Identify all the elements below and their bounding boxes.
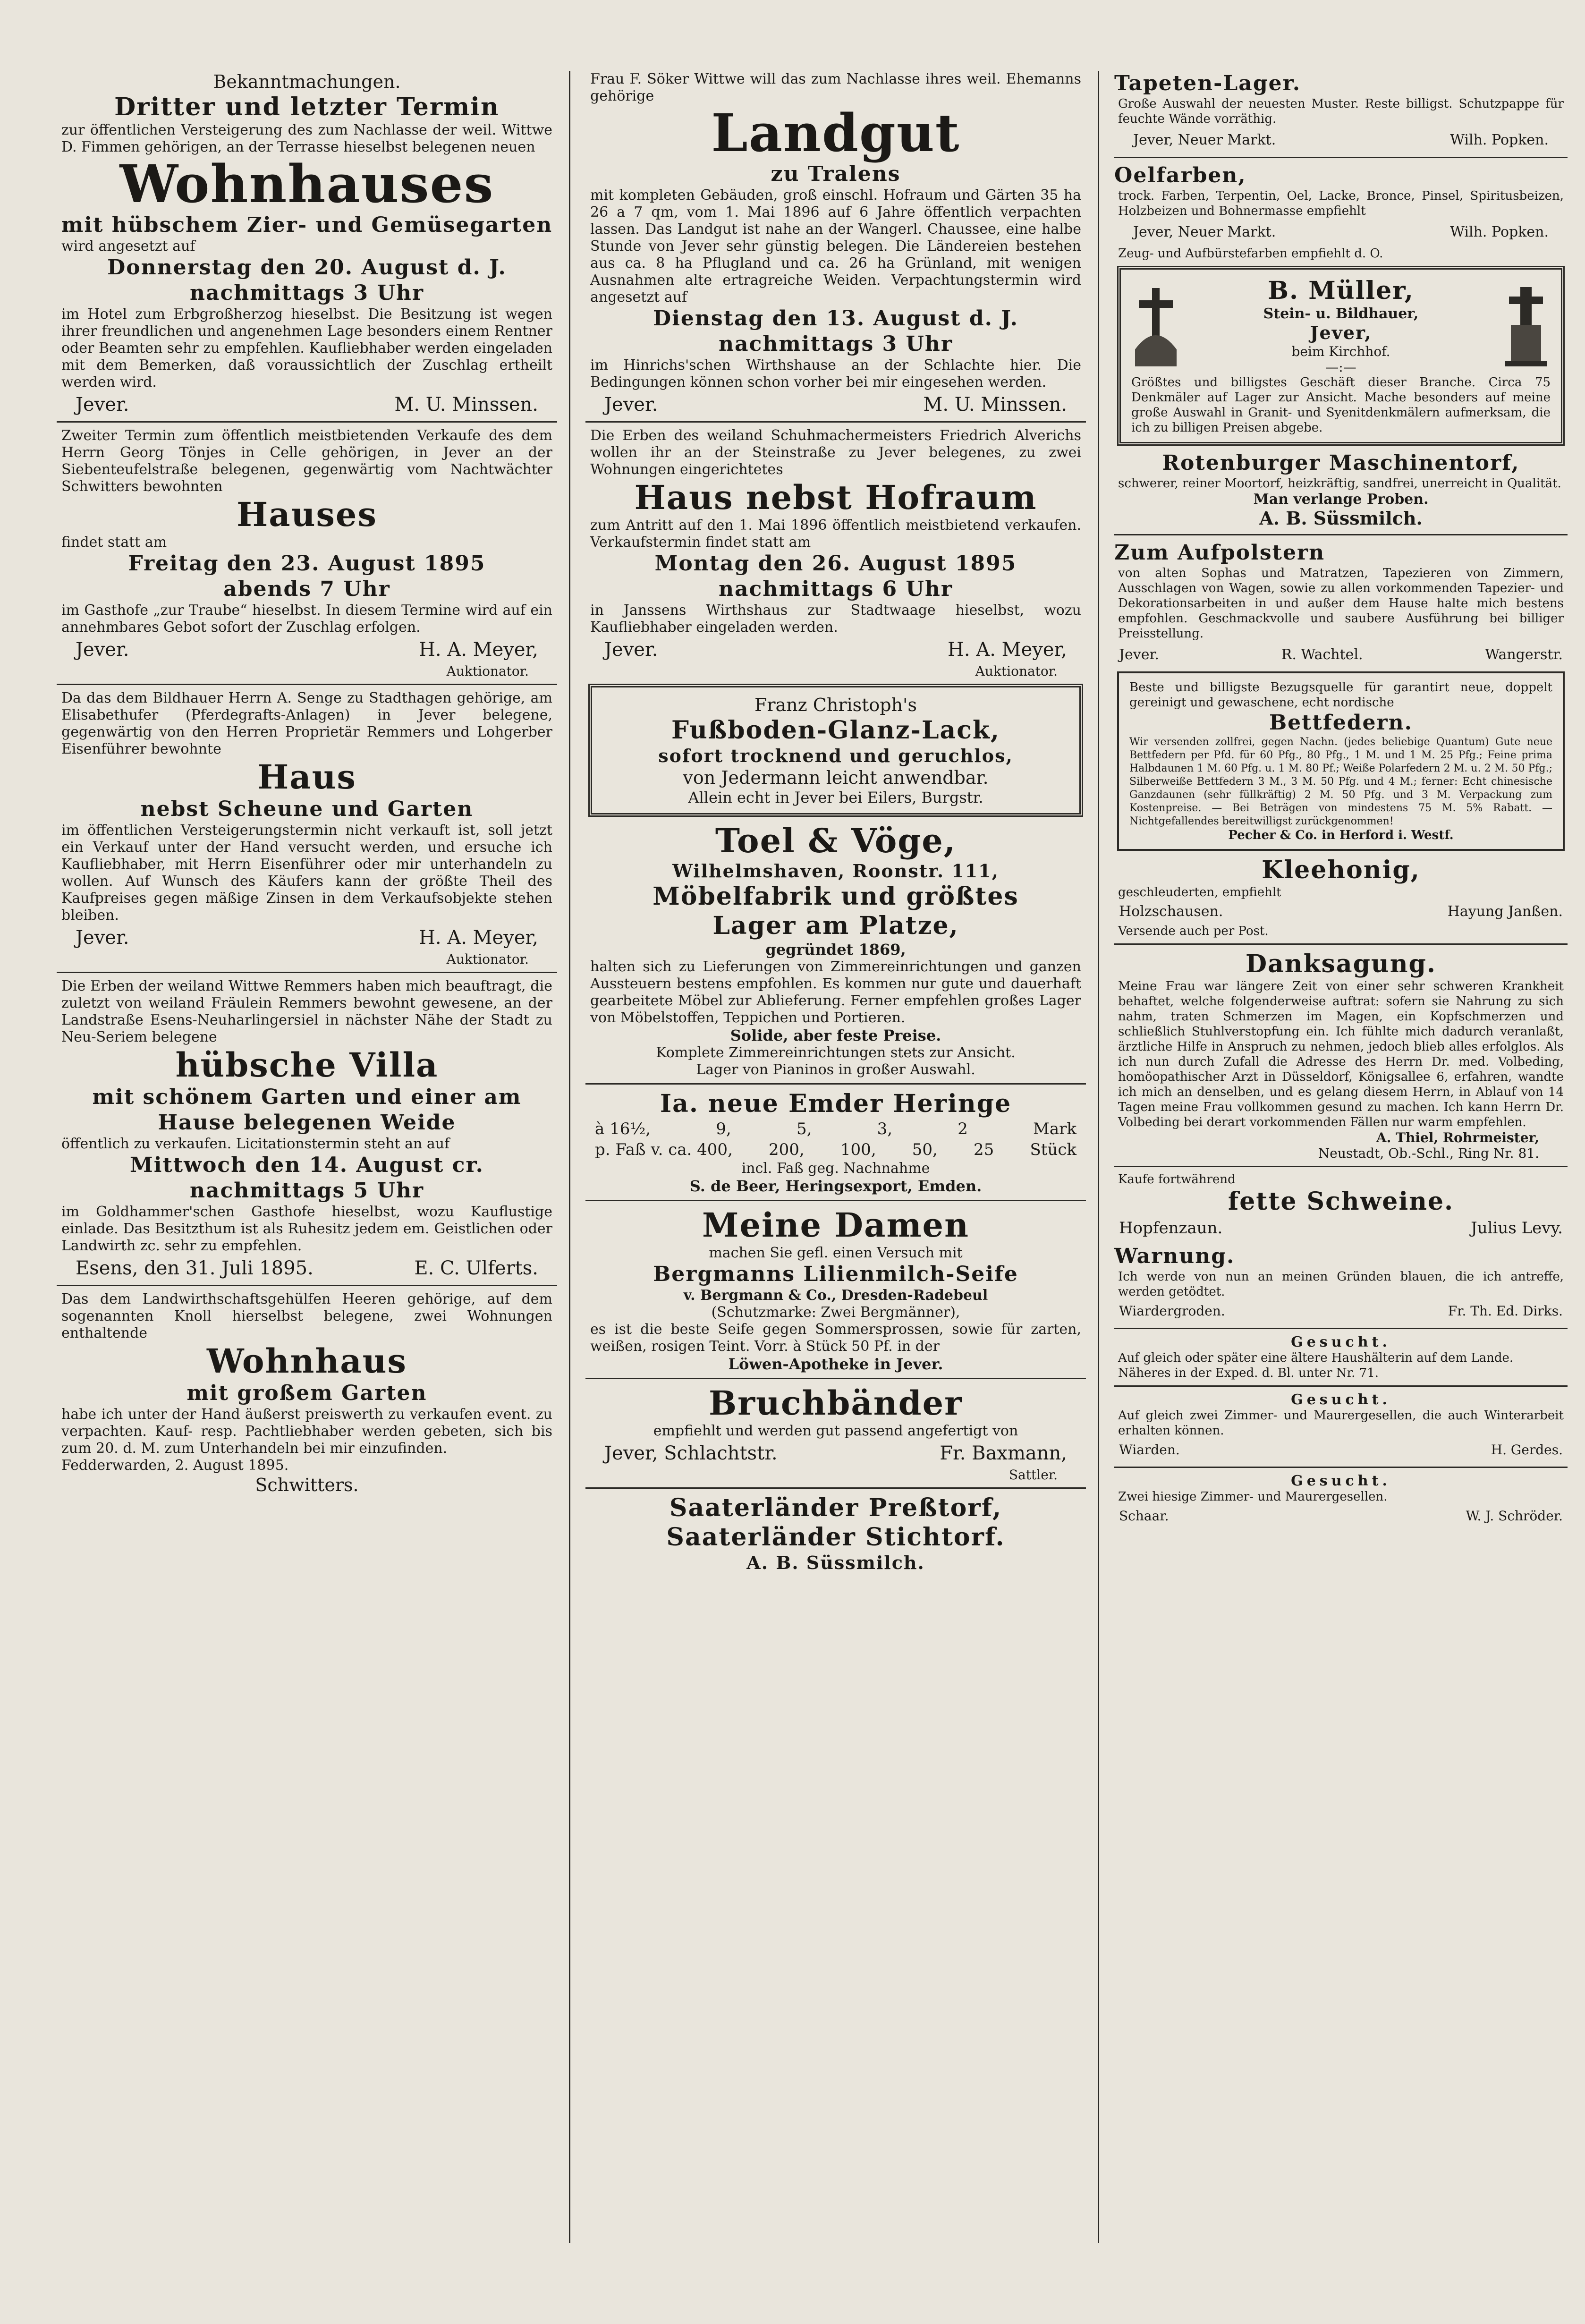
ad-object: Haus <box>257 757 356 797</box>
ad-line: Kaufe fortwährend <box>1118 1172 1236 1187</box>
divider <box>1114 1166 1568 1167</box>
ad-time: nachmittags 5 Uhr <box>189 1179 424 1203</box>
ad-danksagung <box>1114 950 1568 1161</box>
ad-title: Rotenburger Maschinentorf, <box>1162 451 1520 475</box>
ad-signature: Jever, Neuer Markt. Wilh. Popken. <box>1133 224 1549 240</box>
ad-header-text <box>1189 276 1493 375</box>
ad-body: von alten Sophas und Matratzen, Tapezieren von Zimmern, Ausschlagen von Wagen, sowie zu allen vorkommenden Tapezier- und Dekorationsarbeiten in und außer dem Hause halte mich bestens empfohlen. Geschmackvolle und saubere Ausführung bei billiger Preisstellung. <box>1118 566 1564 641</box>
ad-line: Beste und billigste Bezugsquelle für garantirt neue, doppelt gereinigt und gewaschene, echt nordische <box>1129 680 1552 710</box>
ad-title: fette Schweine. <box>1228 1187 1454 1216</box>
ad-body: in Janssens Wirthshaus zur Stadtwaage hieselbst, wozu Kaufliebhaber eingeladen werden. <box>590 602 1081 636</box>
ad-time: nachmittags 3 Uhr <box>718 332 953 356</box>
ad-haus-senge <box>57 690 557 967</box>
newspaper-page <box>57 71 1568 2290</box>
ad-landgut <box>585 71 1086 416</box>
ad-signature: Esens, den 31. Juli 1895. E. C. Ulferts. <box>76 1257 538 1279</box>
column-rule <box>569 71 570 2243</box>
ad-intro: zur öffentlichen Versteigerung des zum Nachlasse der weil. Wittwe D. Fimmen gehörigen, an der Terrasse hieselbst belegenen neuen <box>61 122 552 155</box>
ad-title: Kleehonig, <box>1262 856 1420 884</box>
ad-lilienmilch-seife <box>585 1206 1086 1373</box>
divider <box>1114 534 1568 535</box>
ad-intro: Das dem Landwirthschaftsgehülfen Heeren gehörige, auf dem sogenannten Knoll hierselbst belegene, zwei Wohnungen enthaltende <box>61 1291 552 1341</box>
ad-signature: Jever. H. A. Meyer, <box>76 639 538 661</box>
ad-title: Zum Aufpolstern <box>1114 541 1325 565</box>
ad-signature: Jever. H. A. Meyer, <box>76 927 538 949</box>
ad-object-detail: nebst Scheune und Garten <box>140 797 474 821</box>
ad-title: Toel & Vöge, <box>715 821 957 860</box>
ad-line: Saaterländer Preßtorf, <box>669 1493 1002 1522</box>
ad-aufpolstern <box>1114 540 1568 667</box>
divider <box>57 684 557 685</box>
divider <box>57 421 557 423</box>
divider <box>1114 1467 1568 1468</box>
ad-line: A. B. Süssmilch. <box>1259 508 1423 529</box>
ad-body: im Hinrichs'schen Wirthshause an der Schlachte hier. Die Bedingungen können schon vorher bei mir eingesehen werden. <box>590 357 1081 390</box>
ad-body: Ich werde von nun an meinen Gründen blauen, die ich antreffe, werden getödtet. <box>1118 1270 1564 1299</box>
ad-title: Gesucht. <box>1291 1391 1391 1408</box>
ad-object-detail: zu Tralens <box>771 162 901 186</box>
ad-haus-alverichs <box>585 427 1086 679</box>
ad-date: Freitag den 23. August 1895 <box>128 551 486 576</box>
ad-toel-voege <box>585 822 1086 1078</box>
ad-body: Wir versenden zollfrei, gegen Nachn. (jedes beliebige Quantum) Gute neue Bettfedern per Pfd. für 60 Pfg., 80 Pfg., 1 M. und 1 M. 25 Pfg.; Feine prima Halbdaunen 1 M. 60 Pfg. u. 1 M. 80 Pf.; Weiße Polarfedern 2 M. u. 2 M. 50 Pfg.; Silberweiße Bettfedern 3 M., 3 M. 50 Pfg. und 4 M.; ferner: Echt chinesische Ganzdaunen (sehr füllkräftig) 2 M. 50 Pfg. und 3 M. Verpackung zum Kostenpreise. — Bei Beträgen von mindestens 75 M. 5% Rabatt. — Nichtgefallendes bereitwilligst zurückgenommen! <box>1129 736 1552 827</box>
ad-line: Stein- u. Bildhauer, <box>1263 305 1419 322</box>
ad-line: sofort trocknend und geruchlos, <box>658 745 1013 766</box>
ad-time: abends 7 Uhr <box>223 577 390 601</box>
ad-body: empfiehlt und werden gut passend angefertigt von <box>653 1423 1018 1439</box>
ad-line: (Schutzmarke: Zwei Bergmänner), <box>711 1304 960 1321</box>
ad-signature: Jever, Neuer Markt. Wilh. Popken. <box>1133 132 1549 148</box>
ad-bruchbaender <box>585 1384 1086 1483</box>
ad-body: im Gasthofe „zur Traube“ hieselbst. In diesem Termine wird auf ein annehmbares Gebot sofort der Zuschlag erfolgen. <box>61 602 552 636</box>
ad-body: es ist die beste Seife gegen Sommersprossen, sowie für zarten, weißen, rosigen Teint. Vorr. à Stück 50 Pf. in der <box>590 1321 1081 1355</box>
ad-title: Tapeten-Lager. <box>1114 71 1301 95</box>
ad-line: Näheres in der Exped. d. Bl. unter Nr. 71. <box>1118 1366 1379 1380</box>
quantity-row: p. Faß v. ca. 400, 200, 100, 50, 25 Stück <box>595 1140 1076 1159</box>
ad-role: Auktionator. <box>446 951 529 967</box>
ad-signature: Jever. H. A. Meyer, <box>604 639 1067 661</box>
column-2 <box>585 71 1086 2243</box>
ad-object: hübsche Villa <box>175 1045 439 1085</box>
ad-header <box>1127 276 1554 375</box>
ad-role: Auktionator. <box>975 663 1058 679</box>
ad-line: Versende auch per Post. <box>1118 924 1269 938</box>
ad-title: Gesucht. <box>1291 1473 1391 1489</box>
ad-time: nachmittags 6 Uhr <box>718 577 953 601</box>
ad-body: zum Antritt auf den 1. Mai 1896 öffentlich meistbietend verkaufen. Verkaufstermin findet statt am <box>590 517 1081 551</box>
ad-schweine <box>1114 1172 1568 1240</box>
ad-place: Fedderwarden, 2. August 1895. <box>61 1457 289 1474</box>
column-3 <box>1114 71 1568 2243</box>
ad-date: Montag den 26. August 1895 <box>654 551 1017 576</box>
ad-line: Jever, <box>1310 322 1372 343</box>
divider <box>1114 1328 1568 1329</box>
ad-line: Solide, aber feste Preise. <box>730 1026 941 1044</box>
price-row: à 16½, 9, 5, 3, 2 Mark <box>595 1120 1076 1138</box>
ad-warnung <box>1114 1244 1568 1323</box>
ad-object: Wohnhauses <box>119 153 494 214</box>
ad-object: Haus nebst Hofraum <box>634 478 1037 517</box>
ad-address: Neustadt, Ob.-Schl., Ring Nr. 81. <box>1318 1145 1539 1161</box>
column-rule <box>1098 71 1099 2243</box>
ad-line: incl. Faß geg. Nachnahme <box>741 1160 930 1177</box>
ad-title: Bruchbänder <box>708 1383 963 1423</box>
divider <box>1114 157 1568 158</box>
ad-separator: —:— <box>1325 359 1356 375</box>
ad-intro: Die Erben des weiland Schuhmachermeisters Friedrich Alverichs wollen ihr an der Steinstraße zu Jever belegenes, zu zwei Wohnungen eingerichtetes <box>590 427 1081 478</box>
ad-signature: Jever. M. U. Minssen. <box>604 394 1067 416</box>
ad-villa-remmers <box>57 978 557 1280</box>
ad-intro: Frau F. Söker Wittwe will das zum Nachlasse ihres weil. Ehemanns gehörige <box>590 71 1081 104</box>
ad-tapeten <box>1114 71 1568 152</box>
ad-gesucht-3 <box>1114 1473 1568 1528</box>
ad-title: Ia. neue Emder Heringe <box>660 1089 1012 1118</box>
divider <box>57 1285 557 1286</box>
ad-oelfarben <box>1114 163 1568 261</box>
ad-signature: Wiardergroden. Fr. Th. Ed. Dirks. <box>1119 1303 1563 1319</box>
ad-signature: Wiarden. H. Gerdes. <box>1119 1442 1563 1458</box>
ad-line: machen Sie gefl. einen Versuch mit <box>709 1245 963 1261</box>
ad-line: S. de Beer, Heringsexport, Emden. <box>689 1177 982 1195</box>
column-1 <box>57 71 557 2243</box>
ad-intro: Zweiter Termin zum öffentlich meistbietenden Verkaufe des dem Herrn Georg Tönjes in Celle gehörigen, in Jever an der Siebenteufelstraße belegenen, gegenwärtig vom Nachtwächter Schwitters bewohnten <box>61 427 552 495</box>
ad-signature: A. Thiel, Rohrmeister, <box>1376 1130 1539 1145</box>
ad-bettfedern <box>1117 671 1565 851</box>
ad-gesucht-2 <box>1114 1391 1568 1462</box>
ad-date: Dienstag den 13. August d. J. <box>653 306 1018 331</box>
ad-signature: Hopfenzaun. Julius Levy. <box>1119 1219 1563 1238</box>
ad-line: Allein echt in Jever bei Eilers, Burgstr. <box>688 789 983 806</box>
ad-signature: Holzschausen. Hayung Janßen. <box>1119 903 1563 920</box>
ad-role: Auktionator. <box>446 663 529 679</box>
ad-hauses-toenjes <box>57 427 557 679</box>
ad-glanz-lack <box>588 684 1083 817</box>
ad-signature: Jever. M. U. Minssen. <box>76 394 538 416</box>
divider <box>585 421 1086 423</box>
ad-address: Wilhelmshaven, Roonstr. 111, <box>672 860 999 882</box>
ad-line: Löwen-Apotheke in Jever. <box>728 1355 943 1373</box>
ad-maschinentorf <box>1114 450 1568 529</box>
ad-body: im Hotel zum Erbgroßherzog hieselbst. Die Besitzung ist wegen ihrer freundlichen und angenehmen Lage besonders einem Rentner oder Beamten sehr zu empfehlen. Kaufliebhaber werden eingeladen mit dem Bemerken, daß voraussichtlich der Zuschlag ertheilt werden wird. <box>61 306 552 390</box>
ad-title: Meine Damen <box>702 1205 969 1245</box>
ad-body: im öffentlichen Versteigerungstermin nicht verkauft ist, soll jetzt ein Verkauf unter der Hand versucht werden, und ersuche ich Kaufliebhaber, mit Herrn Eisenführer oder mir unterhandeln zu wollen. Auf Wunsch des Käufers kann der größte Theil des Kaufpreises gegen mäßige Zinsen in dem Verkaufsobjekte stehen bleiben. <box>61 822 552 924</box>
ad-line: Lager von Pianinos in großer Auswahl. <box>696 1061 975 1078</box>
ad-title: Fußboden-Glanz-Lack, <box>671 716 1000 745</box>
ad-date: Mittwoch den 14. August cr. <box>130 1153 484 1177</box>
ad-signature: Schaar. W. J. Schröder. <box>1119 1508 1563 1524</box>
ad-time: nachmittags 3 Uhr <box>189 281 424 305</box>
cross-icon <box>1127 283 1184 368</box>
ad-signature: Jever. R. Wachtel. Wangerstr. <box>1119 646 1563 663</box>
divider <box>1114 943 1568 945</box>
divider <box>585 1083 1086 1085</box>
ad-line: Man verlange Proben. <box>1253 491 1429 508</box>
divider <box>585 1487 1086 1489</box>
ad-line: Pecher & Co. in Herford i. Westf. <box>1228 828 1454 842</box>
ad-line: geschleuderten, empfiehlt <box>1118 885 1281 899</box>
ad-line: Möbelfabrik und größtes <box>653 882 1019 911</box>
ad-title: Warnung. <box>1114 1244 1235 1268</box>
ad-object-detail: mit schönem Garten und einer am Hause belegenen Weide <box>92 1085 522 1135</box>
ad-body: Größtes und billigstes Geschäft dieser Branche. Circa 75 Denkmäler auf Lager zur Ansicht. Mache besonders auf meine große Auswahl in Granit- und Syenitdenkmälern aufmerksam, die ich zu billigen Preisen abgebe. <box>1131 375 1551 435</box>
section-heading: Bekanntmachungen. <box>213 71 401 92</box>
ad-line: Franz Christoph's <box>754 695 917 715</box>
ad-body: öffentlich zu verkaufen. Licitationstermin steht an auf <box>61 1136 450 1152</box>
ad-body: Auf gleich oder später eine ältere Haushälterin auf dem Lande. <box>1118 1351 1514 1365</box>
ad-object-detail: mit hübschem Zier- und Gemüsegarten <box>61 213 553 237</box>
ad-line: beim Kirchhof. <box>1291 344 1390 359</box>
ad-line: v. Bergmann & Co., Dresden-Radebeul <box>683 1287 988 1304</box>
ad-role: Sattler. <box>1009 1467 1058 1483</box>
ad-signature: Schwitters. <box>255 1475 359 1495</box>
ad-line: gegründet 1869, <box>765 941 906 958</box>
ad-title: Bettfedern. <box>1269 711 1413 735</box>
gravestone-icon <box>1498 283 1554 368</box>
ad-body: Meine Frau war längere Zeit von einer sehr schweren Krankheit behaftet, welche folgenderweise auftrat: sofern sie Nahrung zu sich nahm, traten Schmerzen im Magen, ein Kopfschmerzen und schließlich Stuhlverstopfung ein. Ich fühlte mich dadurch veranlaßt, ärztliche Hilfe in Anspruch zu nehmen, jedoch blieb alles erfolglos. Als ich nun durch Zufall die Adresse des Herrn Dr. med. Volbeding, homöopathischer Arzt in Düsseldorf, Königsallee 6, erfahren, wandte ich mich an denselben, und es gelang diesem Herrn, in Ablauf von 14 Tagen meine Frau vollkommen gesund zu machen. Ich kann Herrn Dr. Volbeding bei derart vorkommenden Fällen nur warm empfehlen. <box>1118 979 1564 1129</box>
ad-body: Auf gleich zwei Zimmer- und Maurergesellen, die auch Winterarbeit erhalten können. <box>1118 1408 1564 1438</box>
ad-object: Hauses <box>237 495 377 534</box>
ad-object-detail: mit großem Garten <box>186 1381 427 1405</box>
divider <box>585 1200 1086 1201</box>
ad-text: wird angesetzt auf <box>61 238 195 254</box>
ad-body: mit kompleten Gebäuden, groß einschl. Hofraum und Gärten 35 ha 26 a 7 qm, vom 1. Mai 1896 auf 6 Jahre öffentlich verpachten lassen. Das Landgut ist nahe an der Wangerl. Chaussee, eine halbe Stunde von Jever sehr günstig belegen. Die Ländereien bestehen aus ca. 8 ha Pflugland und ca. 26 ha Grünland, mit wenigen Ausnahmen alte ertragreiche Weiden. Verpachtungstermin wird angesetzt auf <box>590 187 1081 305</box>
ad-wohnhaus-fimmen <box>57 71 557 416</box>
divider <box>1114 1385 1568 1387</box>
ad-date: Donnerstag den 20. August d. J. <box>107 255 507 280</box>
ad-body: halten sich zu Lieferungen von Zimmereinrichtungen und ganzen Aussteuern bestens empfohlen. Es kommen nur gute und dauerhaft gearbeitete Möbel zur Ablieferung. Ferner empfehlen großes Lager von Möbelstoffen, Teppichen und Portieren. <box>590 958 1081 1026</box>
ad-mueller-bildhauer <box>1117 266 1565 446</box>
ad-signature: Jever, Schlachtstr. Fr. Baxmann, <box>604 1442 1067 1464</box>
ad-title: Dritter und letzter Termin <box>114 93 500 121</box>
ad-intro: Da das dem Bildhauer Herrn A. Senge zu Stadthagen gehörige, am Elisabethufer (Pferdegrafts-Anlagen) in Jever belegene, gegenwärtig von den Herren Proprietär Remmers und Lohgerber Eisenführer bewohnte <box>61 690 552 757</box>
ad-gesucht-1 <box>1114 1334 1568 1381</box>
ad-wohnhaus-heeren <box>57 1291 557 1496</box>
ad-text: findet statt am <box>61 534 167 551</box>
ad-body: trock. Farben, Terpentin, Oel, Lacke, Bronce, Pinsel, Spiritusbeizen, Holzbeizen und Bohnermasse empfiehlt <box>1118 189 1564 218</box>
divider <box>57 972 557 973</box>
ad-line: Bergmanns Lilienmilch-Seife <box>653 1262 1018 1286</box>
ad-title: Gesucht. <box>1291 1334 1391 1350</box>
ad-intro: Die Erben der weiland Wittwe Remmers haben mich beauftragt, die zuletzt von weiland Fräulein Remmers bewohnt gewesene, an der Landstraße Esens-Neuharlingersiel in nächster Nähe der Stadt zu Neu-Seriem belegene <box>61 978 552 1045</box>
ad-line: Komplete Zimmereinrichtungen stets zur Ansicht. <box>656 1044 1016 1061</box>
ad-torf <box>585 1493 1086 1574</box>
ad-object: Wohnhaus <box>207 1341 407 1381</box>
ad-body: im Goldhammer'schen Gasthofe hieselbst, wozu Kauflustige einlade. Das Besitzthum ist als Ruhesitz jedem em. Geistlichen oder Landwirth zc. sehr zu empfehlen. <box>61 1204 552 1254</box>
ad-line: Zeug- und Aufbürstefarben empfiehlt d. O. <box>1118 246 1383 261</box>
ad-line: A. B. Süssmilch. <box>746 1552 925 1573</box>
ad-body: Große Auswahl der neuesten Muster. Reste billigst. Schutzpappe für feuchte Wände vorräthig. <box>1118 97 1564 126</box>
ad-line: von Jedermann leicht anwendbar. <box>683 767 989 788</box>
ad-body: habe ich unter der Hand äußerst preiswerth zu verkaufen event. zu verpachten. Kauf- resp. Pachtliebhaber werden gebeten, sich bis zum 20. d. M. zum Unterhandeln bei mir einzufinden. <box>61 1406 552 1457</box>
ad-title: Danksagung. <box>1245 950 1437 978</box>
ad-line: Saaterländer Stichtorf. <box>666 1523 1005 1552</box>
ad-object: Landgut <box>711 102 960 163</box>
divider <box>585 1378 1086 1379</box>
ad-kleehonig <box>1114 856 1568 939</box>
ad-title: B. Müller, <box>1268 276 1414 305</box>
ad-body: schwerer, reiner Moortorf, heizkräftig, sandfrei, unerreicht in Qualität. <box>1118 476 1561 491</box>
ad-title: Oelfarben, <box>1114 163 1246 187</box>
ad-heringe <box>585 1089 1086 1195</box>
ad-line: Lager am Platze, <box>712 911 959 940</box>
ad-body: Zwei hiesige Zimmer- und Maurergesellen. <box>1118 1490 1388 1504</box>
